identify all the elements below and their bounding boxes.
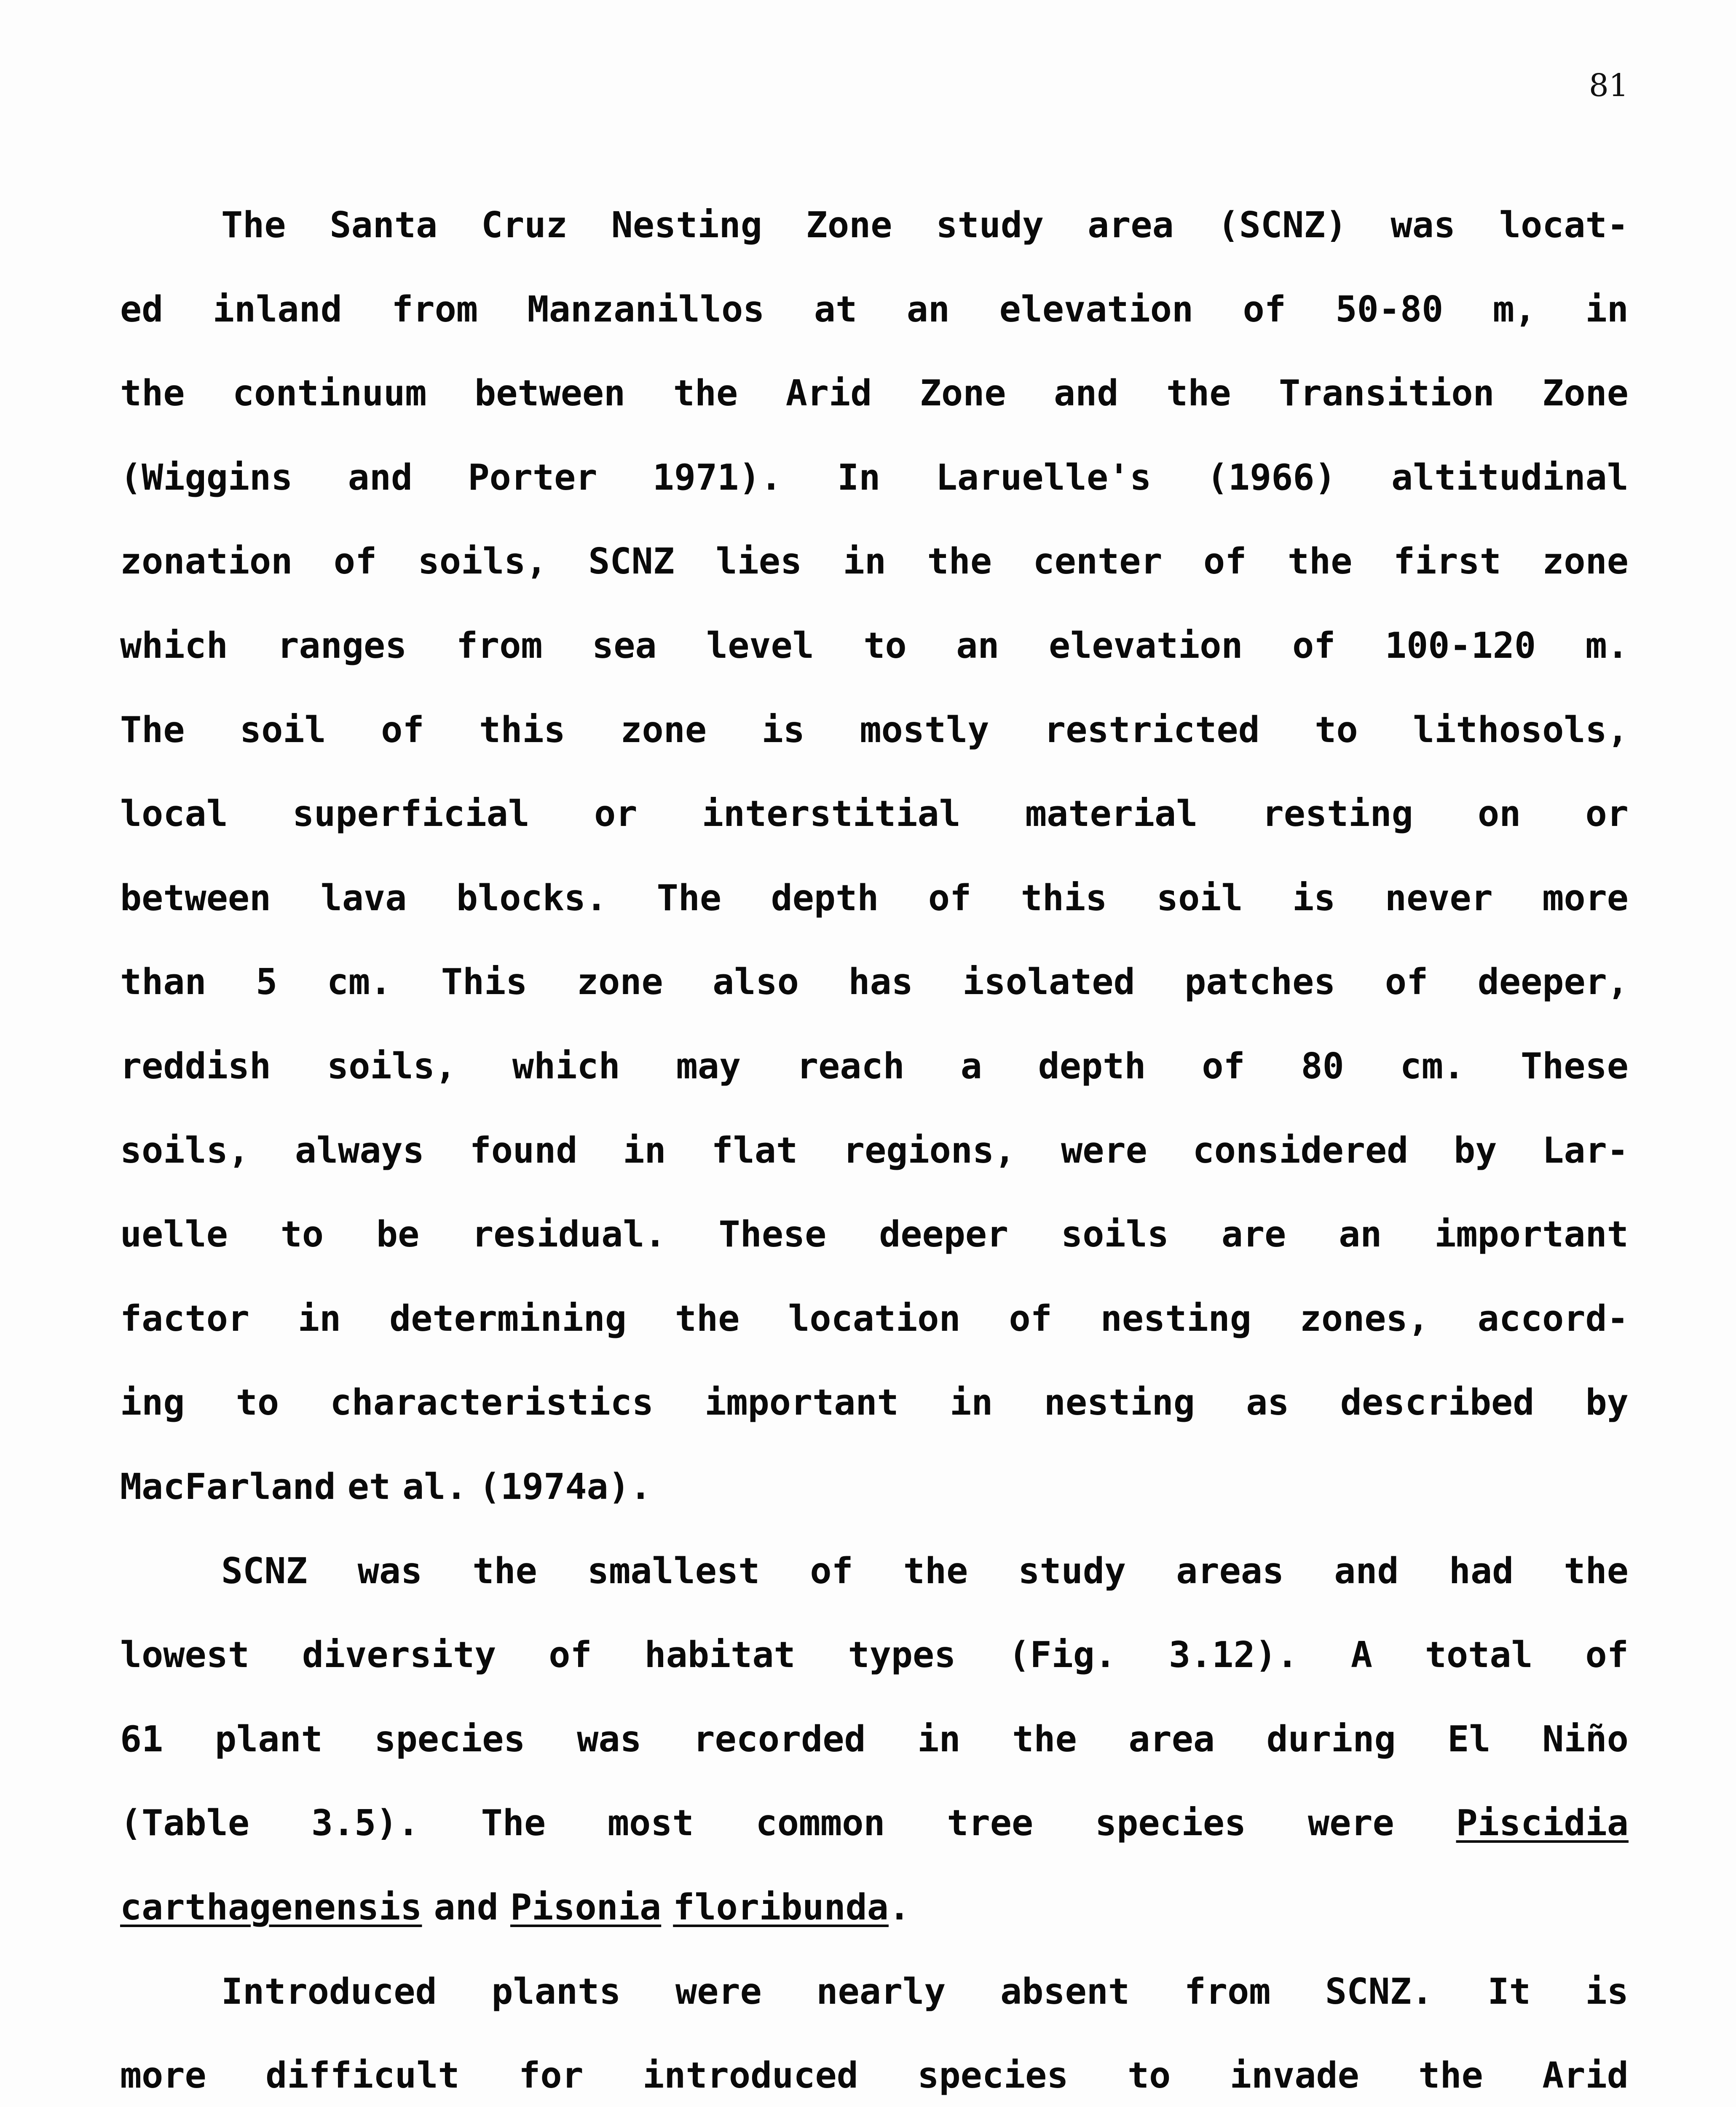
text-line	[120, 623, 1629, 669]
word: uelle	[120, 1214, 228, 1256]
word: zonation	[120, 541, 293, 583]
text-line	[120, 1632, 1629, 1678]
word: It	[1487, 1970, 1531, 2013]
word: zone	[1542, 541, 1629, 583]
word: introduced	[643, 2055, 858, 2097]
word: Santa	[330, 204, 438, 246]
word: area	[1128, 1718, 1215, 1760]
word: characteristics	[330, 1382, 654, 1424]
word: is	[1585, 1970, 1629, 2013]
word: Nesting	[611, 204, 762, 246]
word: in	[1585, 288, 1629, 330]
word: factor	[120, 1297, 250, 1340]
word: study	[1018, 1550, 1126, 1592]
word: or	[594, 793, 638, 835]
word: El	[1447, 1718, 1491, 1760]
word: SCNZ	[221, 1550, 308, 1592]
word: study	[936, 204, 1044, 246]
text-line	[120, 791, 1629, 837]
word: nearly	[816, 1970, 946, 2013]
word: m,	[1492, 288, 1536, 330]
text-line	[221, 202, 1629, 249]
word: 5	[256, 961, 278, 1003]
word: always	[295, 1129, 424, 1171]
word: described	[1340, 1382, 1535, 1424]
word: and	[348, 456, 413, 499]
word: the	[120, 373, 185, 415]
word: considered	[1192, 1129, 1409, 1171]
word: more	[1542, 877, 1629, 919]
text-line	[120, 2053, 1629, 2099]
word: smallest	[587, 1550, 760, 1592]
word: 50-80	[1335, 288, 1444, 330]
word: Porter	[468, 456, 597, 499]
word: area	[1088, 204, 1174, 246]
word: The	[120, 709, 185, 751]
word: of	[1292, 625, 1336, 667]
word: elevation	[1049, 625, 1243, 667]
word: These	[1521, 1045, 1629, 1087]
word: to	[280, 1214, 324, 1256]
word: more	[120, 2055, 206, 2097]
word: of	[928, 877, 972, 919]
word: of	[333, 541, 377, 583]
word: Transition	[1278, 373, 1495, 415]
word: common	[755, 1802, 885, 1844]
word: and	[1334, 1550, 1399, 1592]
text-line	[120, 1212, 1629, 1258]
word: zone	[577, 961, 663, 1003]
word: and	[1054, 373, 1119, 415]
word: nesting	[1044, 1382, 1195, 1424]
word: cm.	[1400, 1045, 1465, 1087]
word: of	[1385, 961, 1428, 1003]
text-line	[120, 1464, 1629, 1510]
word: for	[519, 2055, 584, 2097]
word: on	[1478, 793, 1521, 835]
word: total	[1425, 1634, 1533, 1676]
word: inland	[212, 288, 342, 330]
word: al.	[402, 1466, 467, 1508]
word: (Wiggins	[120, 456, 293, 499]
word: was	[577, 1718, 642, 1760]
word: the	[1418, 2055, 1483, 2097]
word: are	[1221, 1214, 1286, 1256]
word: ing	[120, 1382, 185, 1424]
word: MacFarland	[120, 1466, 336, 1508]
word: carthagenensis	[120, 1887, 422, 1928]
underlined-word: floribunda	[673, 1887, 889, 1928]
word: 3.12).	[1168, 1634, 1298, 1676]
word: was	[1390, 204, 1456, 246]
word: continuum	[232, 373, 427, 415]
word: habitat	[644, 1634, 796, 1676]
word: types	[848, 1634, 956, 1676]
word: of	[810, 1550, 853, 1592]
word: species	[917, 2055, 1069, 2097]
word: the	[1012, 1718, 1077, 1760]
word: center	[1033, 541, 1163, 583]
text-line	[120, 1716, 1629, 1763]
word: between	[474, 373, 626, 415]
word: the	[673, 373, 738, 415]
word: or	[1585, 793, 1629, 835]
page-number: 81	[1589, 67, 1629, 104]
word: accord-	[1477, 1297, 1629, 1340]
word: of	[549, 1634, 592, 1676]
text-line	[120, 875, 1629, 922]
word: of	[1202, 1045, 1245, 1087]
word: were	[1061, 1129, 1147, 1171]
word: restricted	[1044, 709, 1260, 751]
word: In	[837, 456, 881, 499]
word: never	[1385, 877, 1493, 919]
word: m.	[1585, 625, 1629, 667]
word: this	[1021, 877, 1107, 919]
word: zone	[620, 709, 707, 751]
word: patches	[1184, 961, 1336, 1003]
word: during	[1266, 1718, 1396, 1760]
word: at	[814, 288, 857, 330]
word: also	[713, 961, 799, 1003]
word: Piscidia	[1456, 1802, 1629, 1844]
word: were	[1308, 1802, 1394, 1844]
word: in	[917, 1718, 961, 1760]
word: determining	[389, 1297, 627, 1340]
word: soils,	[120, 1129, 250, 1171]
word: These	[718, 1214, 827, 1256]
text-line	[120, 370, 1629, 417]
word: species	[374, 1718, 525, 1760]
word: of	[1585, 1634, 1629, 1676]
word: the	[472, 1550, 537, 1592]
word: diversity	[302, 1634, 496, 1676]
word: Introduced	[221, 1970, 437, 2013]
word: an	[1339, 1214, 1382, 1256]
word: Arid	[785, 373, 872, 415]
word: from	[391, 288, 478, 330]
word: as	[1246, 1382, 1289, 1424]
word: Pisonia	[510, 1887, 662, 1928]
word: isolated	[962, 961, 1135, 1003]
text-line	[120, 539, 1629, 585]
word: important	[1434, 1214, 1629, 1256]
word: the	[1564, 1550, 1629, 1592]
word: the	[927, 541, 992, 583]
word: an	[956, 625, 999, 667]
word: reddish	[120, 1045, 271, 1087]
word: is	[1292, 877, 1336, 919]
word: difficult	[265, 2055, 460, 2097]
word: between	[120, 877, 271, 919]
word: depth	[771, 877, 879, 919]
word: from	[1184, 1970, 1271, 2013]
word: plants	[491, 1970, 621, 2013]
word: (SCNZ)	[1217, 204, 1347, 246]
word: local	[120, 793, 228, 835]
word: SCNZ	[588, 541, 675, 583]
word: tree	[947, 1802, 1034, 1844]
word: Zone	[919, 373, 1006, 415]
word: mostly	[860, 709, 989, 751]
word: absent	[1000, 1970, 1130, 2013]
word: Zone	[806, 204, 892, 246]
word: soil	[1156, 877, 1243, 919]
word: nesting	[1100, 1297, 1251, 1340]
word: by	[1454, 1129, 1497, 1171]
word: level	[706, 625, 814, 667]
word: in	[843, 541, 886, 583]
word: a	[960, 1045, 982, 1087]
word: Laruelle's	[935, 456, 1152, 499]
text-line	[120, 959, 1629, 1005]
word: SCNZ.	[1325, 1970, 1433, 2013]
word: material	[1025, 793, 1198, 835]
word: to	[1315, 709, 1358, 751]
word: from	[456, 625, 543, 667]
word: in	[297, 1297, 341, 1340]
text-line	[120, 707, 1629, 753]
word: Arid	[1542, 2055, 1629, 2097]
word: This	[441, 961, 528, 1003]
word: species	[1095, 1802, 1246, 1844]
word: (Fig.	[1008, 1634, 1117, 1676]
word: (1966)	[1206, 456, 1336, 499]
word: invade	[1230, 2055, 1359, 2097]
word: lava	[320, 877, 407, 919]
word: to	[863, 625, 907, 667]
text-line	[120, 1043, 1629, 1090]
word: residual.	[472, 1214, 666, 1256]
word: which	[120, 625, 228, 667]
text-line	[221, 1548, 1629, 1595]
word: by	[1585, 1382, 1629, 1424]
word: sea	[592, 625, 657, 667]
word: lowest	[120, 1634, 250, 1676]
word: 3.5).	[311, 1802, 419, 1844]
text-line	[221, 1969, 1629, 2015]
word: The	[656, 877, 722, 919]
word: Lar-	[1542, 1129, 1629, 1171]
word: important	[705, 1382, 899, 1424]
word: areas	[1176, 1550, 1284, 1592]
word: found	[469, 1129, 578, 1171]
word: resting	[1262, 793, 1413, 835]
word: of	[1009, 1297, 1052, 1340]
word: of	[1203, 541, 1247, 583]
word: lithosols,	[1413, 709, 1629, 751]
word: deeper	[879, 1214, 1009, 1256]
word: reach	[796, 1045, 905, 1087]
word: be	[376, 1214, 420, 1256]
word: of	[1243, 288, 1286, 330]
word: 1971).	[652, 456, 782, 499]
word: Zone	[1542, 373, 1629, 415]
word: Cruz	[481, 204, 568, 246]
word: soils,	[327, 1045, 457, 1087]
word: were	[675, 1970, 762, 2013]
word: blocks.	[456, 877, 608, 919]
word: which	[512, 1045, 620, 1087]
word: elevation	[999, 288, 1194, 330]
word: regions,	[843, 1129, 1016, 1171]
word: has	[848, 961, 913, 1003]
word: lies	[715, 541, 802, 583]
word: (1974a).	[479, 1466, 652, 1508]
word: first	[1393, 541, 1501, 583]
word: (Table	[120, 1802, 250, 1844]
word: the	[1166, 373, 1231, 415]
word: 80	[1301, 1045, 1344, 1087]
word: is	[761, 709, 805, 751]
word: 61	[120, 1718, 163, 1760]
text-line	[120, 1800, 1629, 1847]
text-line	[120, 287, 1629, 333]
text-line	[120, 455, 1629, 501]
word: this	[479, 709, 565, 751]
word: in	[950, 1382, 993, 1424]
word: ranges	[277, 625, 407, 667]
word: flat	[711, 1129, 798, 1171]
word: most	[607, 1802, 694, 1844]
word: than	[120, 961, 206, 1003]
word: to	[1127, 2055, 1171, 2097]
word: The	[481, 1802, 546, 1844]
word: location	[788, 1297, 961, 1340]
word: was	[357, 1550, 423, 1592]
word: to	[236, 1382, 279, 1424]
word: had	[1449, 1550, 1514, 1592]
word: the	[903, 1550, 968, 1592]
word: recorded	[693, 1718, 866, 1760]
word: may	[676, 1045, 741, 1087]
word: locat-	[1499, 204, 1629, 246]
word: soils	[1061, 1214, 1169, 1256]
word: 100-120	[1385, 625, 1536, 667]
word: interstitial	[702, 793, 961, 835]
word: cm.	[327, 961, 392, 1003]
word: floribunda.	[673, 1887, 911, 1928]
word: plant	[214, 1718, 323, 1760]
word: an	[906, 288, 950, 330]
text-line	[120, 1128, 1629, 1174]
word: zones,	[1299, 1297, 1429, 1340]
word: the	[675, 1297, 740, 1340]
word: in	[623, 1129, 666, 1171]
word: Manzanillos	[527, 288, 765, 330]
word: the	[1287, 541, 1353, 583]
word: soils,	[418, 541, 547, 583]
word: deeper,	[1477, 961, 1629, 1003]
text-line	[120, 1885, 1629, 1931]
word: altitudinal	[1391, 456, 1629, 499]
word: Niño	[1542, 1718, 1629, 1760]
word: soil	[240, 709, 326, 751]
word: A	[1350, 1634, 1372, 1676]
word: ed	[120, 288, 163, 330]
text-line	[120, 1380, 1629, 1426]
text-line	[120, 1296, 1629, 1342]
word: depth	[1038, 1045, 1146, 1087]
word: The	[221, 204, 286, 246]
word: and	[434, 1887, 498, 1928]
word: superficial	[292, 793, 530, 835]
word: of	[381, 709, 424, 751]
word: et	[347, 1466, 391, 1508]
